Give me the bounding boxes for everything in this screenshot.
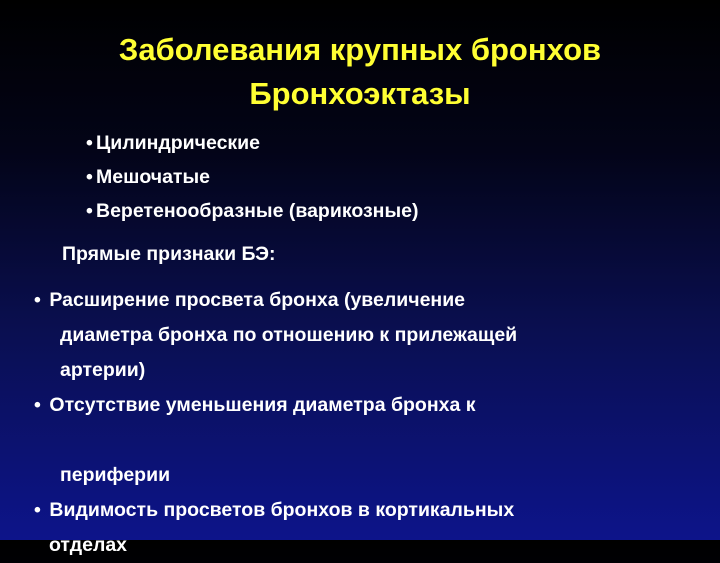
type-fusiform: Веретенообразные (варикозные) (96, 200, 419, 222)
sign-2-line-1: Отсутствие уменьшения диаметра бронха к (49, 394, 476, 416)
sign-2-line-2: периферии (60, 464, 171, 486)
bullet-icon: • (86, 166, 93, 188)
type-cylindrical: Цилиндрические (96, 132, 261, 154)
list-item (86, 126, 418, 160)
list-item (34, 283, 517, 318)
bullet-icon: • (34, 394, 41, 416)
slide-title (0, 28, 720, 116)
direct-signs-heading: Прямые признаки БЭ: (62, 243, 276, 265)
bullet-icon: • (86, 200, 93, 222)
list-item (86, 160, 418, 194)
direct-signs-list (34, 283, 517, 563)
title-line-2: Бронхоэктазы (249, 76, 471, 111)
bullet-icon: • (86, 132, 93, 154)
bullet-icon: • (34, 289, 41, 311)
list-item (86, 194, 418, 228)
sign-3-line-2: отделах (49, 534, 128, 556)
bullet-icon: • (34, 499, 41, 521)
sign-1-line-1: Расширение просвета бронха (увеличение (49, 289, 466, 311)
sign-3-line-1: Видимость просветов бронхов в кортикальных (49, 499, 515, 521)
list-item (34, 388, 517, 423)
type-saccular: Мешочатые (96, 166, 210, 188)
list-item (34, 493, 517, 528)
types-list (86, 126, 418, 228)
title-line-1: Заболевания крупных бронхов (118, 32, 602, 67)
sign-1-line-2: диаметра бронха по отношению к прилежащей (60, 324, 518, 346)
sign-1-line-3: артерии) (60, 359, 146, 381)
spacer (34, 423, 517, 458)
